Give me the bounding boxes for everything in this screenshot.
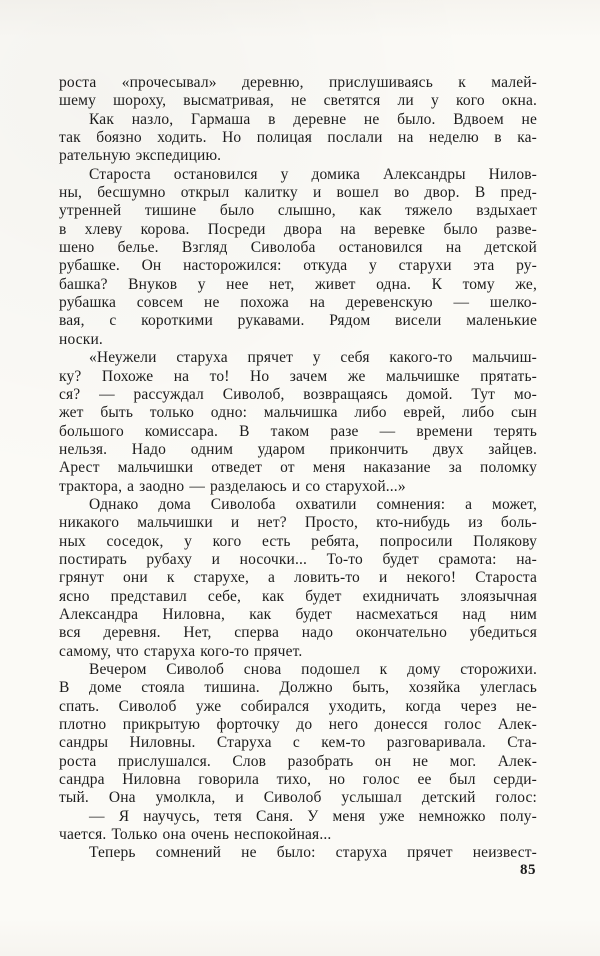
text-line: чается. Только она очень неспокойная... xyxy=(59,826,332,844)
text-line: никакого мальчишки и нет? Просто, кто-нибудь из боль- xyxy=(59,514,537,532)
text-line: так боязно ходить. Но полицая послали на неделю в ка- xyxy=(59,129,537,147)
text-line: нельзя. Надо одним ударом прикончить двух зайцев. xyxy=(59,440,537,458)
text-line: ны, бесшумно открыл калитку и вошел во двор. В пред- xyxy=(59,184,537,202)
text-line: спать. Сиволоб уже собирался уходить, когда через не- xyxy=(59,697,537,715)
text-line: — Я научусь, тетя Саня. У меня уже немножко полу- xyxy=(89,807,537,825)
text-line: шему шороху, высматривая, не светятся ли у кого окна. xyxy=(59,92,537,110)
text-line: Арест мальчишки отведет от меня наказание за поломку xyxy=(59,459,537,477)
page-number: 85 xyxy=(520,862,536,878)
text-line: роста прислушался. Слов разобрать он не мог. Алек- xyxy=(59,752,537,770)
text-line: роста «прочесывал» деревню, прислушиваясь к малей- xyxy=(59,74,537,91)
text-line: трактора, а заодно — разделаюсь и со старухой...» xyxy=(59,477,406,495)
text-line: рубашке. Он насторожился: откуда у старухи эта ру- xyxy=(59,257,537,275)
text-line: тый. Она умолкла, и Сиволоб услышал детский голос: xyxy=(59,789,537,807)
text-line: вся деревня. Нет, сперва надо окончательно убедиться xyxy=(59,624,537,642)
text-line: носки. xyxy=(59,330,103,348)
text-line: вая, с короткими рукавами. Рядом висели маленькие xyxy=(59,312,537,330)
text-line: ку? Похоже на то! Но зачем же мальчишке прятать- xyxy=(59,367,537,385)
text-line: самому, что старуха кого-то прячет. xyxy=(59,642,303,660)
text-line: сандра Ниловна говорила тихо, но голос ее был серди- xyxy=(59,771,537,789)
text-line: «Неужели старуха прячет у себя какого-то мальчиш- xyxy=(89,349,537,367)
text-line: В доме стояла тишина. Должно быть, хозяйка улеглась xyxy=(59,679,537,697)
text-line: ясно представил себе, как будет ехидничать злоязычная xyxy=(59,587,537,605)
text-line: Теперь сомнений не было: старуха прячет неизвест- xyxy=(89,844,537,862)
text-line: Вечером Сиволоб снова подошел к дому сторожихи. xyxy=(89,661,537,678)
text-line: ся? — рассуждал Сиволоб, возвращаясь домой. Тут мо- xyxy=(59,385,537,403)
text-line: постирать рубаху и носочки... То-то будет срамота: на- xyxy=(59,550,537,568)
text-line: шено белье. Взгляд Сиволоба остановился на детской xyxy=(59,239,537,257)
text-line: утренней тишине было слышно, как тяжело вздыхает xyxy=(59,202,537,220)
text-line: большого комиссара. В таком разе — времени терять xyxy=(59,422,537,440)
text-line: Александра Ниловна, как будет насмехаться над ним xyxy=(59,605,537,623)
text-line: Однако дома Сиволоба охватили сомнения: а может, xyxy=(89,495,537,513)
text-line: жет быть только одно: мальчишка либо еврей, либо сын xyxy=(59,404,537,422)
text-column xyxy=(59,74,537,863)
text-line: рубашка совсем не похожа на деревенскую — шелко- xyxy=(59,294,537,312)
text-line: башка? Внуков у нее нет, живет одна. К тому же, xyxy=(59,275,537,293)
text-line: грянут они к старухе, а ловить-то и некого! Староста xyxy=(59,569,537,587)
text-line: Как назло, Гармаша в деревне не было. Вдвоем не xyxy=(89,110,537,128)
text-line: плотно прикрытую форточку до него донесся голос Алек- xyxy=(59,716,537,734)
text-line: ных соседок, у кого есть ребята, попросили Полякову xyxy=(59,532,537,550)
text-line: сандры Ниловны. Старуха с кем-то разговаривала. Ста- xyxy=(59,734,537,752)
text-line: рательную экспедицию. xyxy=(59,147,222,165)
text-line: Староста остановился у домика Александры Нилов- xyxy=(89,165,537,183)
text-line: в хлеву корова. Посреди двора на веревке было разве- xyxy=(59,220,537,238)
